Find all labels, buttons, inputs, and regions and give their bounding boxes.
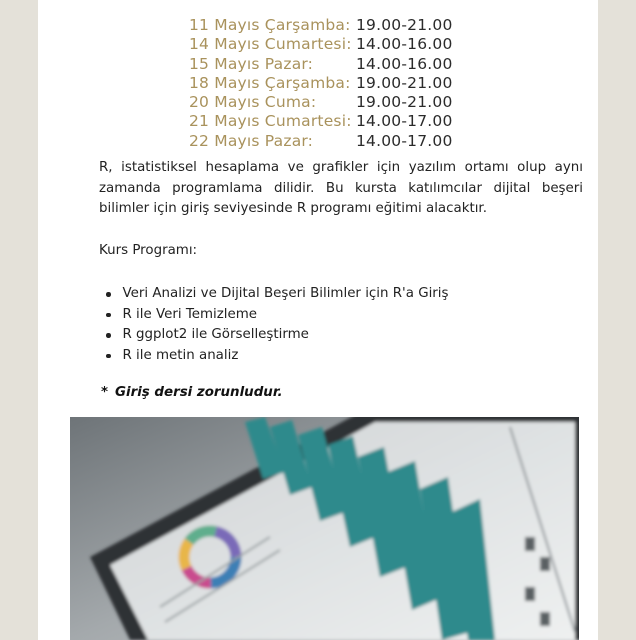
schedule-row	[189, 16, 453, 35]
bullet-icon	[106, 292, 111, 297]
schedule-time: 14.00-16.00	[356, 35, 453, 54]
program-heading: Kurs Programı:	[99, 243, 198, 258]
bullet-icon	[106, 313, 111, 318]
schedule-row	[189, 55, 453, 74]
schedule-day: 20 Mayıs Cuma:	[189, 93, 317, 112]
list-item	[106, 284, 449, 305]
schedule-time: 14.00-17.00	[356, 131, 453, 150]
schedule-row	[189, 35, 453, 54]
schedule-time: 14.00-16.00	[356, 54, 453, 73]
schedule-day: 18 Mayıs Çarşamba:	[189, 73, 351, 92]
schedule-day: 21 Mayıs Cumartesi:	[189, 112, 352, 131]
schedule-day: 11 Mayıs Çarşamba:	[189, 16, 351, 34]
schedule-row	[189, 93, 453, 112]
schedule-row	[189, 74, 453, 93]
flyer-page	[38, 0, 598, 640]
schedule-row	[189, 112, 453, 131]
bullet-icon	[106, 333, 111, 338]
mandatory-note	[101, 385, 283, 400]
laptop-dashboard-icon	[70, 417, 579, 640]
list-item-label: R ile Veri Temizleme	[122, 306, 258, 322]
schedule-time: 14.00-17.00	[356, 112, 453, 131]
list-item	[106, 305, 449, 326]
laptop-dashboard-photo	[70, 417, 579, 640]
asterisk: *	[101, 385, 109, 400]
mandatory-note-text: Giriş dersi zorunludur.	[115, 385, 283, 400]
schedule-time: 19.00-21.00	[356, 93, 453, 112]
program-list	[106, 284, 449, 366]
list-item	[106, 346, 449, 367]
schedule-row	[189, 132, 453, 151]
schedule-day: 22 Mayıs Pazar:	[189, 131, 314, 150]
schedule-day: 14 Mayıs Cumartesi:	[189, 35, 352, 54]
course-description: R, istatistiksel hesaplama ve grafikler için yazılım ortamı olup aynı zamanda programlama dilidir. Bu kursta katılımcılar dijital beşeri bilimler için giriş seviyesinde R programı eğitimi alacaktır.	[99, 160, 583, 217]
list-item-label: R ggplot2 ile Görselleştirme	[122, 327, 309, 343]
schedule-time: 19.00-21.00	[356, 16, 453, 34]
schedule-day: 15 Mayıs Pazar:	[189, 54, 314, 73]
list-item	[106, 325, 449, 346]
list-item-label: R ile metin analiz	[122, 347, 239, 363]
list-item-label: Veri Analizi ve Dijital Beşeri Bilimler için R'a Giriş	[122, 286, 449, 301]
bullet-icon	[106, 354, 111, 359]
schedule-list	[189, 16, 453, 151]
schedule-time: 19.00-21.00	[356, 73, 453, 92]
